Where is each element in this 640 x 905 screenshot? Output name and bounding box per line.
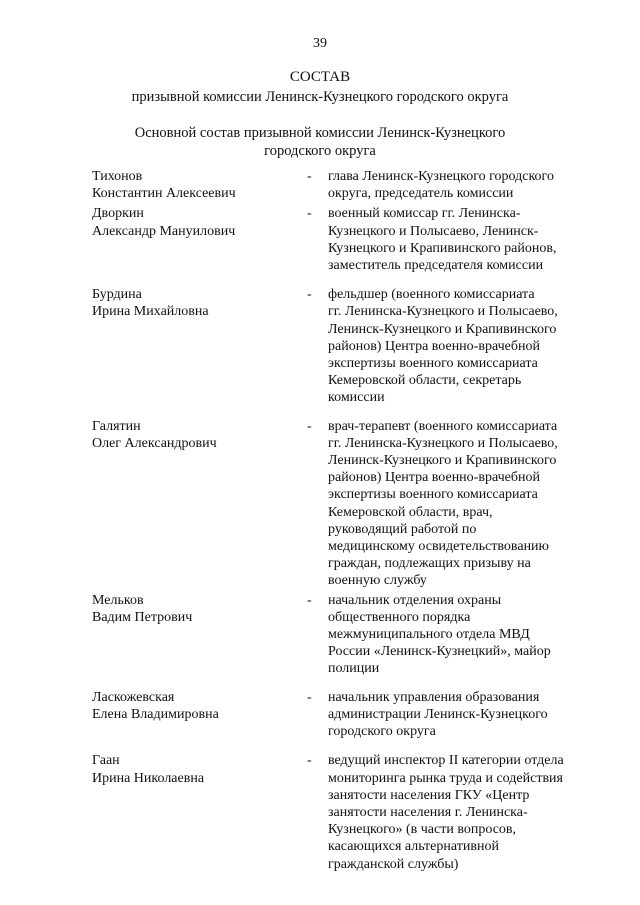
member-role-line: комиссии [328,390,385,406]
member-role-line: Кузнецкого» (в части вопросов, [328,822,517,838]
member-dash: - [307,689,312,705]
member-given-names: Ирина Михайловна [92,304,209,320]
member-role-line: начальник отделения охраны [328,592,502,608]
member-given-names: Константин Алексеевич [92,186,236,202]
member-role-line: медицинскому освидетельствованию [328,539,550,555]
member-entry [0,689,640,741]
member-role-line: ведущий инспектор II категории отдела [328,753,564,769]
member-surname: Мельков [92,592,144,608]
member-name [92,205,302,239]
member-role-line: администрации Ленинск-Кузнецкого [328,706,548,722]
member-given-names: Ирина Николаевна [92,770,205,786]
member-name [92,286,302,320]
member-role-line: экспертизы военного комиссариата [328,487,538,503]
member-role-line: Ленинск-Кузнецкого и Крапивинского [328,453,557,469]
member-role-line: фельдшер (военного комиссариата [328,287,535,303]
member-role-line: Кемеровской области, врач, [328,504,493,520]
member-dash: - [307,592,312,608]
member-role-line: Кузнецкого и Полысаево, Ленинск- [328,223,539,239]
member-role-line: городского округа [328,724,436,740]
member-role-line: гг. Ленинска-Кузнецкого и Полысаево, [328,304,558,320]
member-role [328,689,566,741]
member-role-line: общественного порядка [328,609,471,625]
member-role-line: начальник управления образования [328,689,540,705]
member-name [92,752,302,786]
member-name [92,418,302,452]
member-role-line: экспертизы военного комиссариата [328,356,538,372]
member-entry [0,592,640,678]
member-role-line: занятости населения г. Ленинска- [328,804,528,820]
member-role-line: заместитель председателя комиссии [328,258,544,274]
document-subtitle: призывной комиссии Ленинск-Кузнецкого городского округа [131,89,509,105]
member-entry [0,205,640,274]
section-title-line: городского округа [264,143,376,159]
member-role-line: районов) Центра военно-врачебной [328,338,540,354]
member-surname: Галятин [92,418,141,434]
page-number: 39 [313,36,327,51]
member-role-line: гражданской службы) [328,856,459,872]
member-role-line: Кемеровской области, секретарь [328,373,522,389]
document-title: СОСТАВ [289,69,351,85]
member-surname: Бурдина [92,287,142,303]
member-dash: - [307,169,312,184]
member-role-line: России «Ленинск-Кузнецкий», майор [328,644,551,660]
section-title [120,124,520,160]
member-role-line: Ленинск-Кузнецкого и Крапивинского [328,321,557,337]
member-role-line: касающихся альтернативной [328,839,499,855]
member-surname: Дворкин [92,206,144,222]
member-role [328,418,566,590]
member-role [328,752,566,872]
member-given-names: Александр Мануилович [92,223,236,239]
member-surname: Тихонов [92,169,143,184]
member-role-line: районов) Центра военно-врачебной [328,470,540,486]
member-role [328,168,566,202]
member-role [328,286,566,406]
member-role-line: глава Ленинск-Кузнецкого городского [328,169,554,184]
member-given-names: Олег Александрович [92,435,217,451]
member-role-line: занятости населения ГКУ «Центр [328,787,530,803]
member-name [92,592,302,626]
member-surname: Гаан [92,753,120,769]
member-role-line: военную службу [328,573,427,589]
member-surname: Ласкожевская [92,689,175,705]
member-dash: - [307,753,312,769]
member-role-line: военный комиссар гг. Ленинска- [328,206,521,222]
member-entry [0,418,640,590]
member-role-line: граждан, подлежащих призыву на [328,556,531,572]
member-dash: - [307,206,312,222]
member-dash: - [307,418,312,434]
member-role-line: межмуниципального отдела МВД [328,627,530,643]
member-role [328,205,566,274]
member-role-line: руководящий работой по [328,521,477,537]
member-role [328,592,566,678]
member-role-line: Кузнецкого и Крапивинского районов, [328,240,557,256]
member-role-line: мониторинга рынка труда и содействия [328,770,563,786]
member-name [92,168,302,202]
member-entry [0,286,640,406]
member-dash: - [307,287,312,303]
member-entry [0,168,640,202]
member-role-line: полиции [328,661,380,677]
member-role-line: округа, председатель комиссии [328,186,514,202]
member-role-line: гг. Ленинска-Кузнецкого и Полысаево, [328,435,558,451]
member-name [92,689,302,723]
member-role-line: врач-терапевт (военного комиссариата [328,418,558,434]
member-given-names: Вадим Петрович [92,609,193,625]
member-given-names: Елена Владимировна [92,706,219,722]
members-list [0,168,640,873]
section-title-line: Основной состав призывной комиссии Ленинск-Кузнецкого [134,125,506,141]
member-entry [0,752,640,872]
